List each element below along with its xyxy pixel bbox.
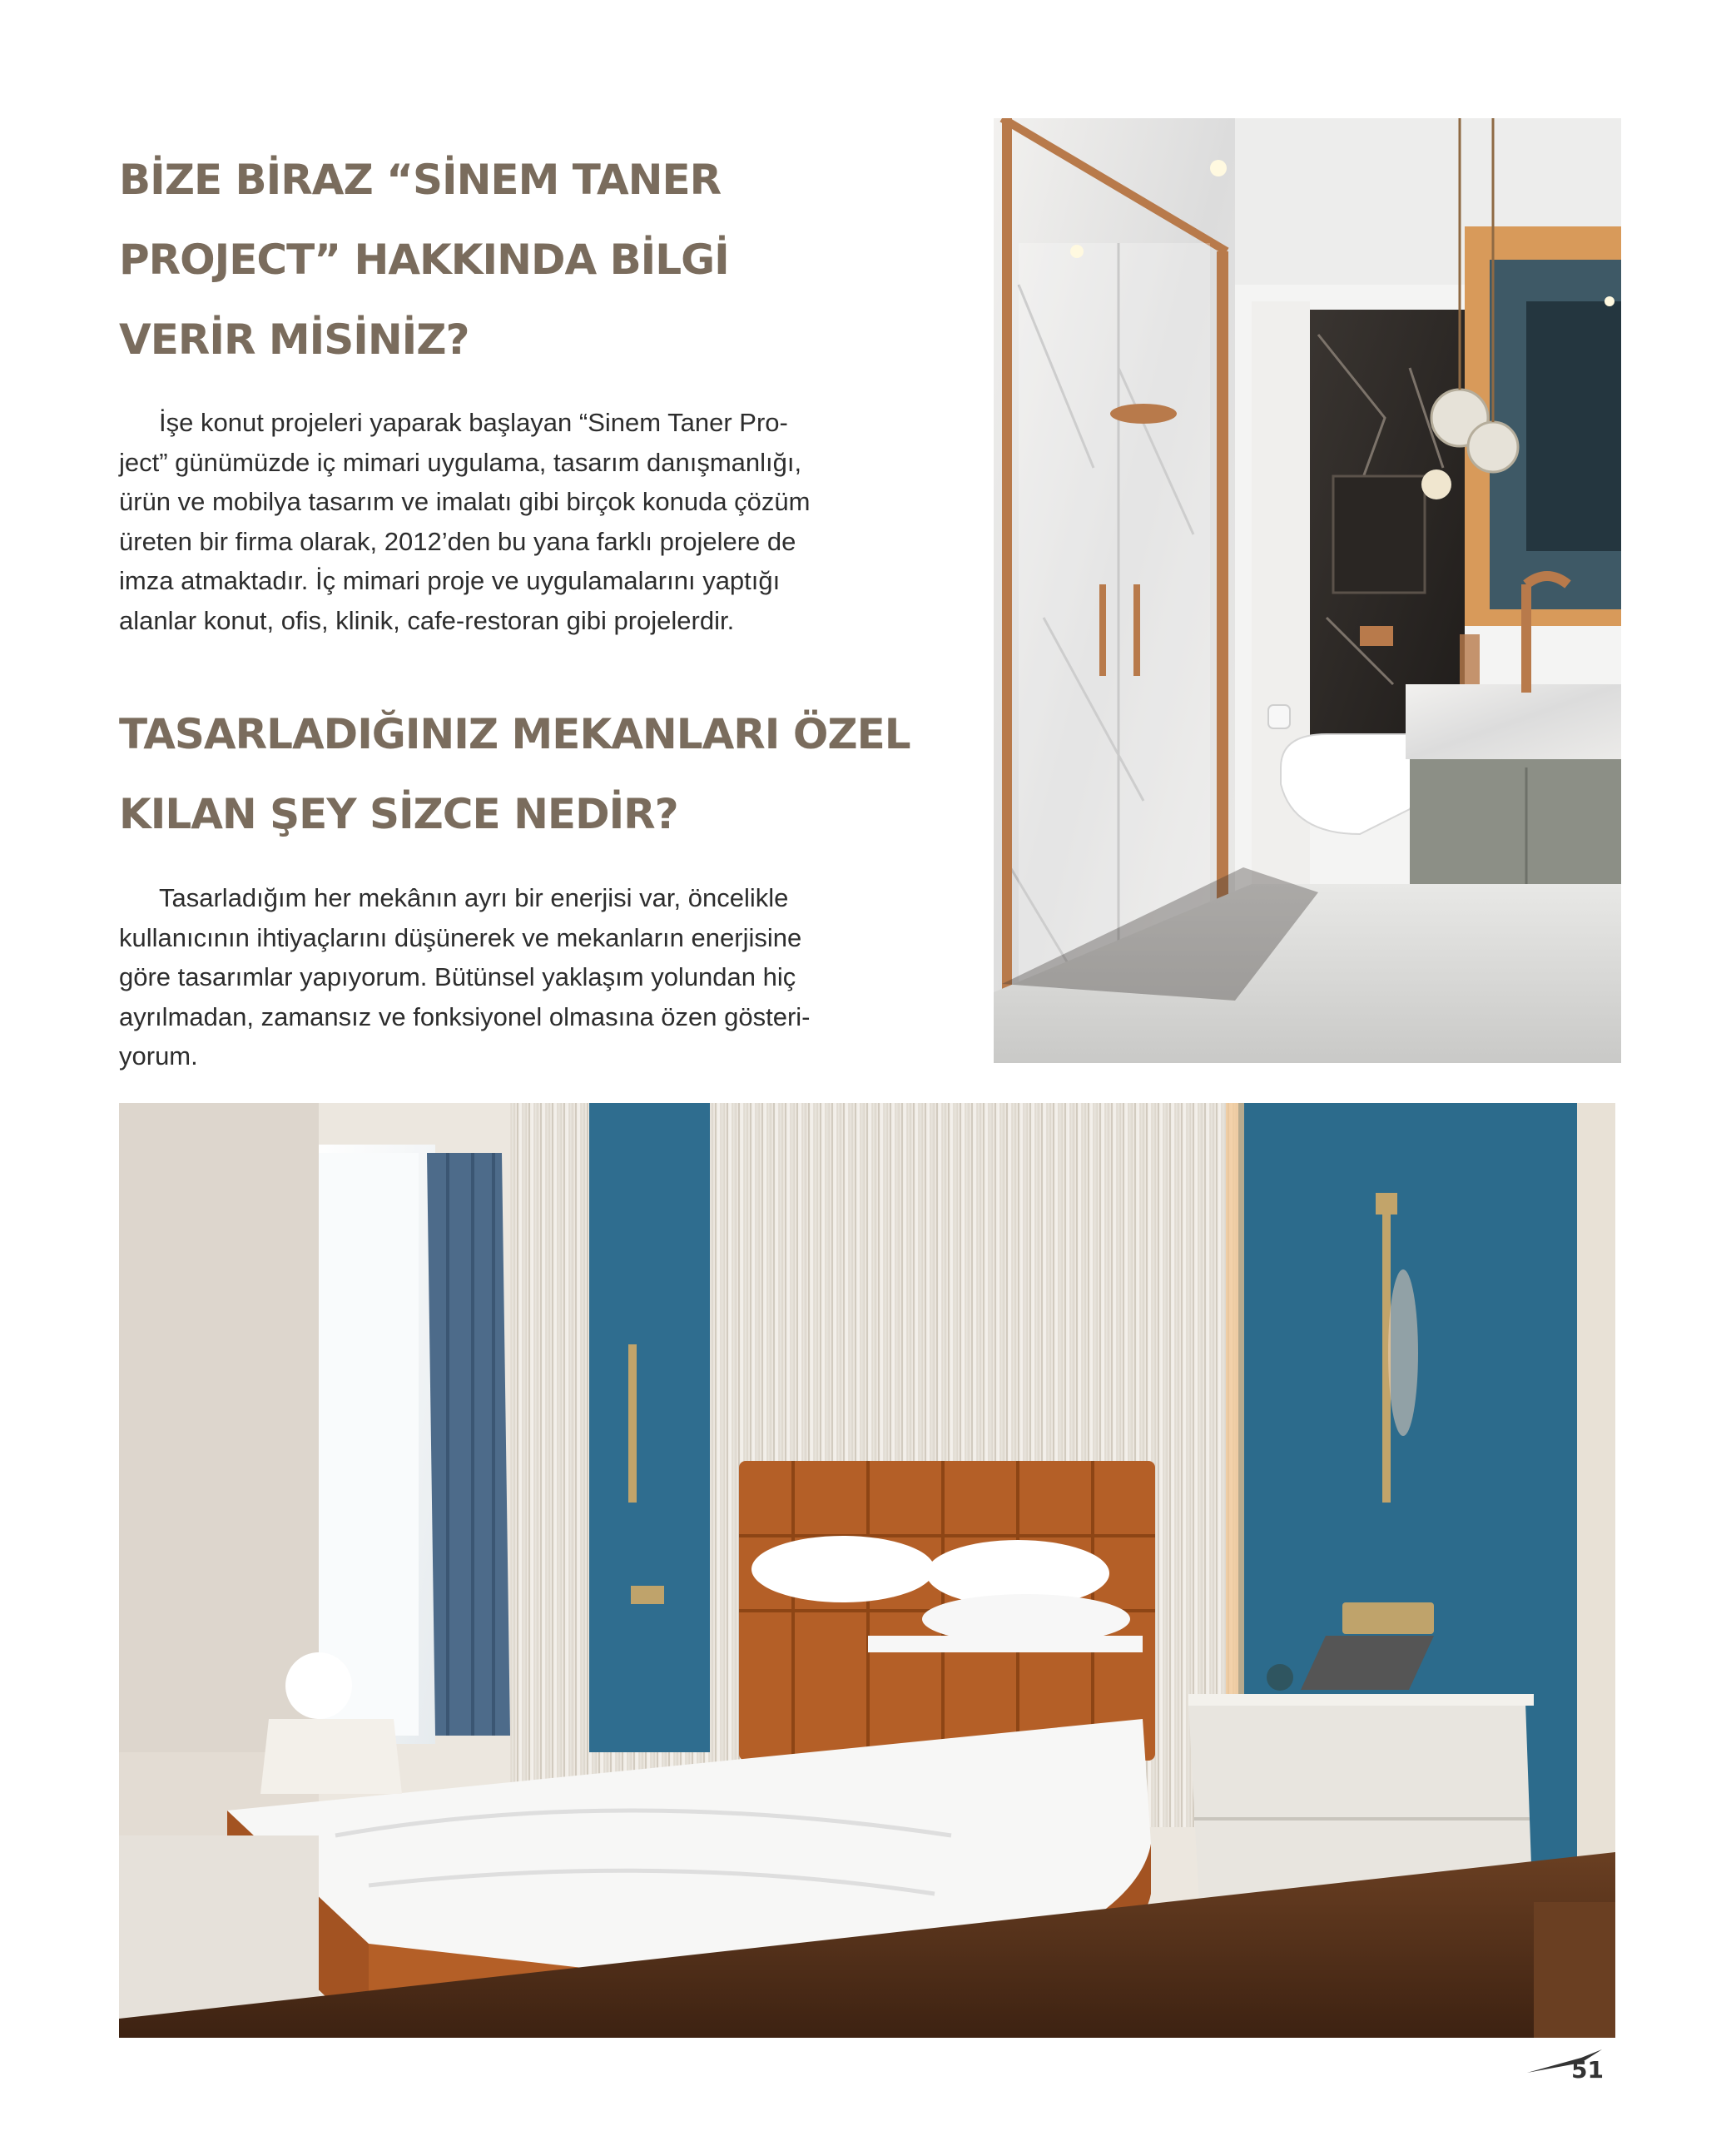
paragraph-line: ürün ve mobilya tasarım ve imalatı gibi birçok konuda çözüm bbox=[119, 487, 811, 516]
paragraph-line: kullanıcının ihtiyaçlarını düşünerek ve mekanların enerjisine bbox=[119, 922, 802, 952]
bathroom-illustration bbox=[994, 118, 1621, 1063]
paragraph-line: İşe konut projeleri yaparak başlayan “Sinem Taner Pro- bbox=[159, 408, 788, 437]
heading-line: BİZE BİRAZ “SİNEM TANER bbox=[119, 156, 722, 204]
bedroom-illustration bbox=[119, 1103, 1615, 2038]
paragraph-line: üreten bir firma olarak, 2012’den bu yana farklı projelere de bbox=[119, 526, 796, 556]
paragraph-line: alanlar konut, ofis, klinik, cafe-restoran gibi projelerdir. bbox=[119, 605, 735, 635]
page-number: 51 bbox=[1571, 2056, 1604, 2084]
heading-line: VERİR MİSİNİZ? bbox=[119, 315, 469, 364]
paragraph-line: imza atmaktadır. İç mimari proje ve uygulamalarını yaptığı bbox=[119, 566, 781, 595]
section2-heading bbox=[119, 694, 951, 854]
heading-line: PROJECT” HAKKINDA BİLGİ bbox=[119, 236, 729, 284]
paragraph-line: göre tasarımlar yapıyorum. Bütünsel yaklaşım yolundan hiç bbox=[119, 962, 796, 991]
paragraph-line: ject” günümüzde iç mimari uygulama, tasarım danışmanlığı, bbox=[119, 447, 802, 477]
paragraph-line: Tasarladığım her mekânın ayrı bir enerjisi var, öncelikle bbox=[159, 883, 789, 912]
section2-paragraph bbox=[119, 878, 868, 1076]
bedroom-photo bbox=[119, 1103, 1615, 2038]
heading-line: KILAN ŞEY SİZCE NEDİR? bbox=[119, 790, 678, 838]
heading-line: TASARLADIĞINIZ MEKANLARI ÖZEL bbox=[119, 710, 910, 758]
paragraph-line: ayrılmadan, zamansız ve fonksiyonel olmasına özen gösteri- bbox=[119, 1001, 811, 1031]
section1-paragraph bbox=[119, 403, 868, 640]
bathroom-photo bbox=[994, 118, 1621, 1063]
paragraph-line: yorum. bbox=[119, 1041, 198, 1070]
section1-heading bbox=[119, 140, 951, 380]
